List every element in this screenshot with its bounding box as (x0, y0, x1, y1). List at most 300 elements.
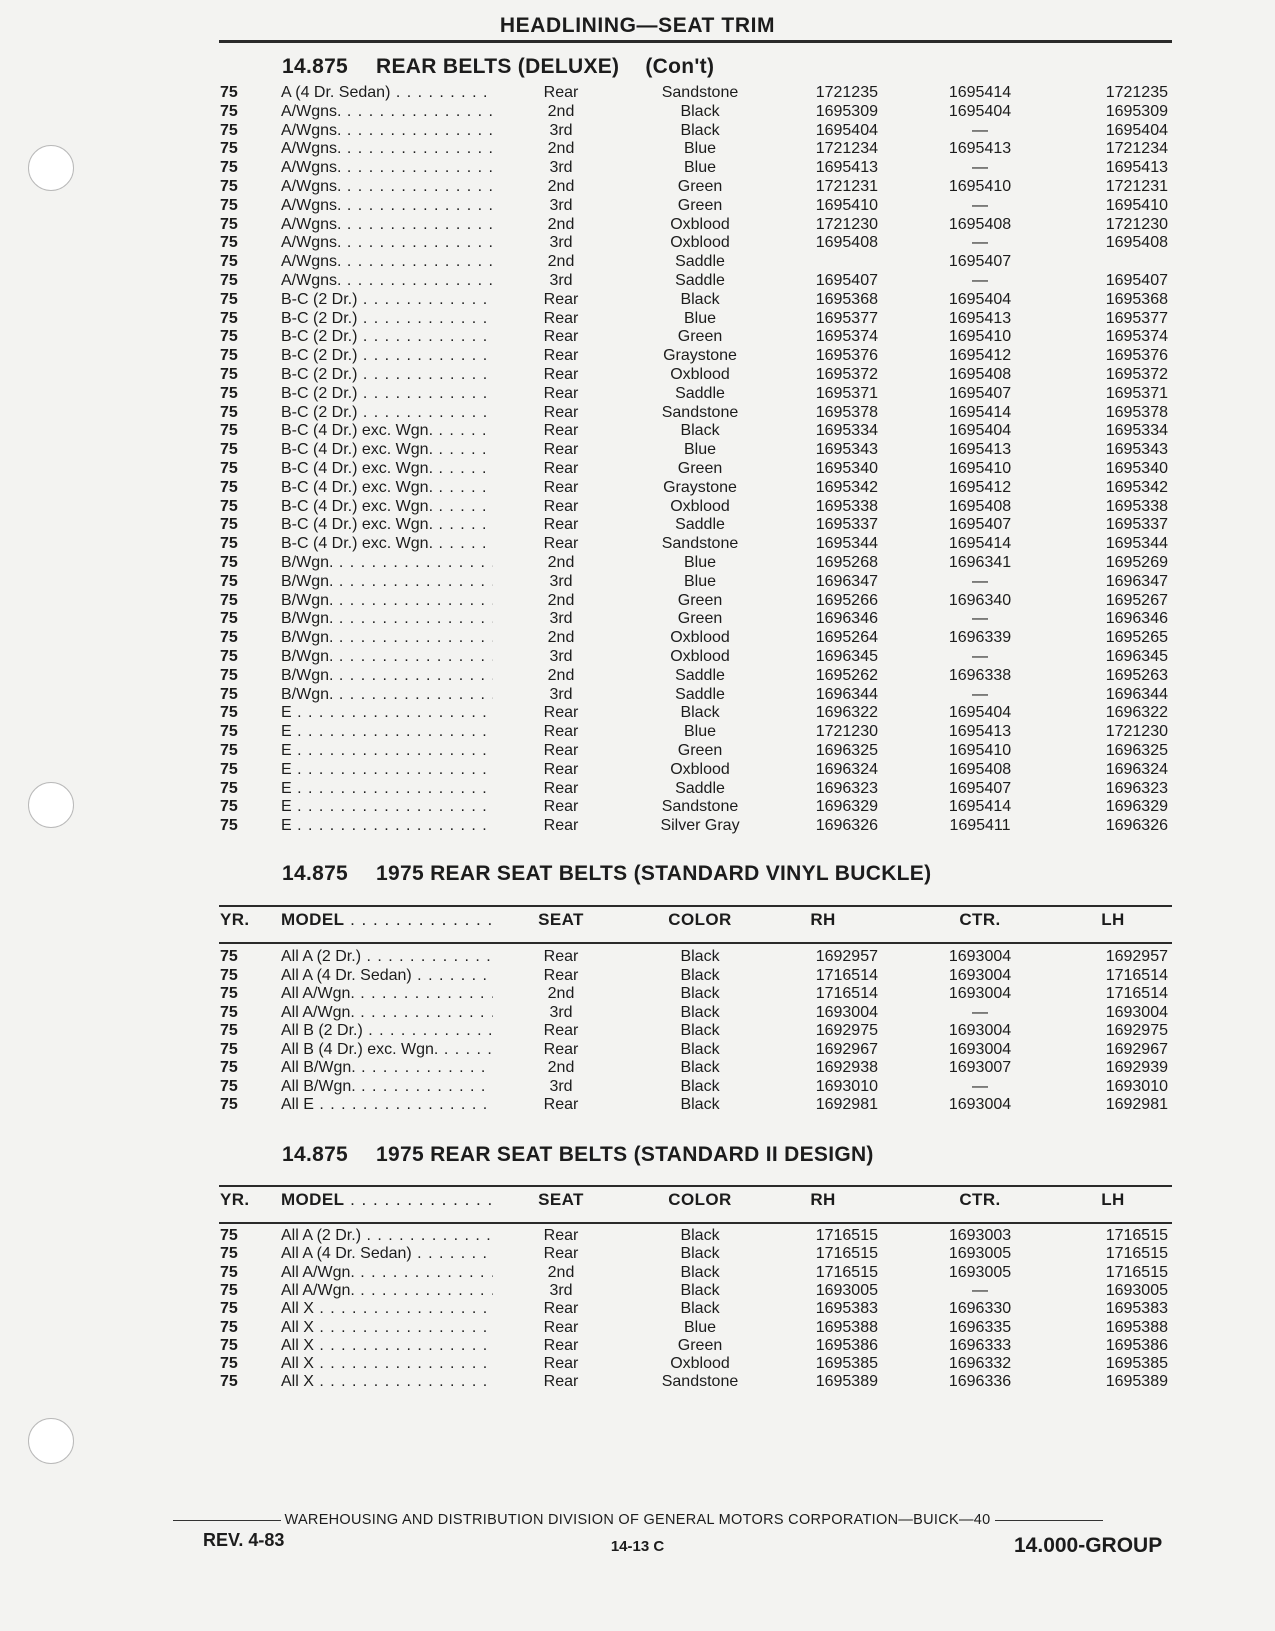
cell-seat: 3rd (549, 272, 573, 289)
cell-yr: 75 (220, 742, 238, 759)
col-header-ctr: CTR. (959, 910, 1001, 929)
cell-model: A/Wgns. . . . (281, 159, 493, 178)
cell-yr: 75 (220, 516, 238, 534)
cell-color: Black (680, 1022, 720, 1039)
cell-ctr: — (972, 1077, 988, 1095)
cell-color: Black (680, 1263, 720, 1281)
cell-color: Black (680, 121, 720, 139)
cell-yr: 75 (220, 178, 238, 195)
table-row (0, 629, 1275, 648)
cell-color: Oxblood (670, 1355, 730, 1373)
cell-model: B-C (2 Dr.) . . . (281, 404, 493, 423)
cell-lh: 1696344 (1105, 685, 1168, 703)
cell-ctr: 1693004 (948, 1096, 1012, 1113)
cell-seat: 2nd (547, 102, 575, 120)
cell-color: Sandstone (661, 798, 739, 816)
cell-ctr: 1696330 (948, 1300, 1012, 1318)
cell-rh: 1695268 (815, 554, 878, 571)
table-row (0, 516, 1275, 535)
section-title-vinyl-buckle (282, 862, 931, 886)
table-row (0, 404, 1275, 423)
cell-model: A/Wgns. . . . (281, 253, 493, 272)
cell-color: Black (680, 1227, 720, 1244)
title-rule (219, 40, 1172, 43)
column-header-row (0, 910, 1275, 932)
cell-seat: 2nd (547, 985, 575, 1002)
cell-lh: 1696323 (1105, 779, 1168, 797)
cell-yr: 75 (220, 366, 238, 383)
cell-model: A/Wgns. . . . (281, 234, 493, 253)
cell-rh: 1695309 (815, 102, 878, 120)
cell-ctr: 1695413 (948, 723, 1012, 741)
cell-lh: 1695309 (1105, 102, 1168, 120)
cell-ctr: — (972, 121, 988, 139)
table-row (0, 234, 1275, 253)
cell-color: Oxblood (670, 648, 730, 665)
cell-rh: 1696323 (815, 779, 878, 797)
cell-seat: Rear (543, 1318, 579, 1336)
cell-yr: 75 (220, 84, 238, 101)
cell-rh: 1716514 (815, 966, 878, 984)
cell-model: B/Wgn. . . . (281, 610, 493, 629)
cell-ctr: 1695413 (948, 140, 1012, 158)
cell-color: Black (680, 1077, 720, 1095)
cell-color: Black (680, 422, 720, 440)
table-row (0, 84, 1275, 103)
cell-yr: 75 (220, 290, 238, 308)
cell-color: Silver Gray (660, 817, 740, 835)
table-row (0, 479, 1275, 498)
cell-model: B-C (2 Dr.) . . . (281, 366, 493, 385)
cell-color: Green (677, 460, 723, 477)
cell-ctr: 1696341 (948, 554, 1012, 571)
table-row (0, 1373, 1275, 1392)
table-row (0, 253, 1275, 272)
cell-color: Black (680, 948, 720, 965)
cell-model: B/Wgn. . . . (281, 686, 493, 705)
cell-model: A/Wgns. . . . (281, 197, 493, 216)
cell-lh: 1695338 (1105, 497, 1168, 515)
header-rule-bottom (219, 1222, 1172, 1224)
cell-ctr: — (972, 648, 988, 665)
cell-rh: 1692975 (815, 1022, 878, 1039)
cell-color: Black (680, 1096, 720, 1113)
cell-color: Blue (683, 159, 717, 177)
col-header-lh: LH (1101, 910, 1125, 929)
page-title: HEADLINING—SEAT TRIM (499, 14, 776, 37)
cell-seat: 2nd (547, 140, 575, 158)
cell-seat: Rear (543, 497, 579, 515)
cell-yr: 75 (220, 966, 238, 984)
table-row (0, 610, 1275, 629)
cell-color: Green (677, 1336, 723, 1354)
cell-lh: 1695337 (1105, 516, 1168, 534)
cell-color: Black (680, 1003, 720, 1021)
cell-yr: 75 (220, 102, 238, 120)
cell-lh: 1695410 (1105, 196, 1168, 214)
cell-model: A/Wgns. . . . (281, 103, 493, 122)
cell-model: E . . . (281, 704, 493, 723)
cell-lh: 1716515 (1105, 1245, 1168, 1263)
cell-color: Black (680, 966, 720, 984)
cell-seat: Rear (543, 1040, 579, 1058)
cell-rh: 1695407 (815, 272, 878, 289)
cell-color: Black (680, 1040, 720, 1058)
table-row (0, 554, 1275, 573)
table-row (0, 761, 1275, 780)
cell-ctr: 1696340 (948, 591, 1012, 609)
cell-color: Blue (683, 554, 717, 571)
table-row (0, 648, 1275, 667)
cell-seat: Rear (543, 742, 579, 759)
cell-color: Green (677, 591, 723, 609)
cell-seat: Rear (543, 723, 579, 741)
cell-model: B-C (4 Dr.) exc. Wgn. . . . (281, 535, 493, 554)
cell-lh: 1716514 (1105, 985, 1168, 1002)
cell-rh: 1696329 (815, 798, 878, 816)
cell-color: Black (680, 290, 720, 308)
cell-yr: 75 (220, 1003, 238, 1021)
cell-lh: 1695269 (1105, 554, 1168, 571)
cell-yr: 75 (220, 1077, 238, 1095)
table-row (0, 817, 1275, 836)
section-title-deluxe (282, 55, 714, 79)
cell-yr: 75 (220, 629, 238, 647)
cell-model: All A/Wgn. . . . (281, 1282, 493, 1301)
cell-rh: 1695344 (815, 535, 878, 553)
cell-lh: 1695374 (1105, 328, 1168, 346)
cell-yr: 75 (220, 1227, 238, 1244)
cell-seat: Rear (543, 478, 579, 496)
col-header-seat: SEAT (538, 910, 584, 929)
cell-model: All X . . . (281, 1337, 493, 1356)
cell-seat: 3rd (549, 610, 573, 628)
cell-yr: 75 (220, 215, 238, 233)
cell-color: Saddle (675, 666, 725, 684)
cell-lh: 1716514 (1105, 966, 1168, 984)
cell-seat: Rear (543, 1022, 579, 1039)
cell-yr: 75 (220, 779, 238, 797)
col-header-color: COLOR (668, 1190, 732, 1209)
cell-lh: 1693005 (1105, 1281, 1168, 1299)
cell-rh: 1696322 (815, 704, 878, 722)
cell-lh: 1695377 (1105, 309, 1168, 327)
cell-color: Black (680, 102, 720, 120)
cell-lh: 1695344 (1105, 535, 1168, 553)
table-row (0, 667, 1275, 686)
cell-yr: 75 (220, 1300, 238, 1318)
header-rule-bottom (219, 942, 1172, 944)
cell-lh: 1695407 (1105, 272, 1168, 289)
cell-seat: 2nd (547, 253, 575, 271)
cell-model: All X . . . (281, 1373, 493, 1392)
col-header-lh: LH (1101, 1190, 1125, 1209)
table-row (0, 686, 1275, 705)
cell-rh: 1695334 (815, 422, 878, 440)
cell-color: Saddle (675, 779, 725, 797)
table-row (0, 140, 1275, 159)
cell-ctr: — (972, 572, 988, 590)
cell-rh: 1695383 (815, 1300, 878, 1318)
cell-model: All A/Wgn. . . . (281, 1264, 493, 1283)
cell-model: All A/Wgn. . . . (281, 985, 493, 1004)
cell-yr: 75 (220, 1318, 238, 1336)
cell-color: Blue (683, 441, 717, 459)
cell-seat: 3rd (549, 234, 573, 252)
cell-yr: 75 (220, 121, 238, 139)
col-header-rh: RH (810, 1190, 836, 1209)
binder-hole-bottom (28, 1418, 74, 1464)
cell-rh: 1695343 (815, 441, 878, 459)
cell-model: All X . . . (281, 1300, 493, 1319)
cell-seat: 3rd (549, 1003, 573, 1021)
cell-model: B-C (4 Dr.) exc. Wgn. . . . (281, 498, 493, 517)
cell-yr: 75 (220, 1281, 238, 1299)
cell-rh: 1695264 (815, 629, 878, 647)
cell-rh: 1695262 (815, 666, 878, 684)
cell-color: Oxblood (670, 760, 730, 778)
cell-model: B/Wgn. . . . (281, 573, 493, 592)
cell-model: All B/Wgn. . . . (281, 1078, 493, 1097)
footer-division-text: WAREHOUSING AND DISTRIBUTION DIVISION OF GENERAL MOTORS CORPORATION—BUICK—40 (284, 1512, 991, 1528)
cell-model: All A (4 Dr. Sedan) . . . (281, 1245, 493, 1264)
cell-seat: Rear (543, 798, 579, 816)
cell-rh: 1716515 (815, 1245, 878, 1263)
cell-model: B/Wgn. . . . (281, 648, 493, 667)
cell-yr: 75 (220, 328, 238, 346)
cell-rh: 1695388 (815, 1318, 878, 1336)
cell-ctr: 1695414 (948, 798, 1012, 816)
cell-lh: 1696347 (1105, 572, 1168, 590)
cell-yr: 75 (220, 159, 238, 177)
cell-ctr: 1695414 (948, 535, 1012, 553)
cell-seat: Rear (543, 309, 579, 327)
table-row (0, 159, 1275, 178)
cell-color: Green (677, 196, 723, 214)
cell-color: Black (680, 704, 720, 722)
cell-ctr: 1695408 (948, 760, 1012, 778)
cell-model: All X . . . (281, 1319, 493, 1338)
cell-lh: 1692957 (1105, 948, 1168, 965)
cell-seat: 2nd (547, 178, 575, 195)
cell-model: B/Wgn. . . . (281, 629, 493, 648)
cell-ctr: 1695410 (948, 460, 1012, 477)
cell-model: E . . . (281, 798, 493, 817)
cell-rh: 1721230 (815, 215, 878, 233)
cell-yr: 75 (220, 272, 238, 289)
cell-yr: 75 (220, 1355, 238, 1373)
cell-model: B-C (4 Dr.) exc. Wgn. . . . (281, 516, 493, 535)
cell-lh: 1695368 (1105, 290, 1168, 308)
cell-yr: 75 (220, 1263, 238, 1281)
cell-model: All A (2 Dr.) . . . (281, 1227, 493, 1246)
cell-model: B-C (2 Dr.) . . . (281, 310, 493, 329)
cell-rh: 1695385 (815, 1355, 878, 1373)
cell-color: Black (680, 985, 720, 1002)
table-row (0, 178, 1275, 197)
cell-ctr: 1693005 (948, 1263, 1012, 1281)
cell-color: Blue (683, 309, 717, 327)
cell-ctr: 1695412 (948, 478, 1012, 496)
section-heading: 1975 REAR SEAT BELTS (STANDARD VINYL BUCKLE) (376, 862, 932, 885)
cell-rh: 1695368 (815, 290, 878, 308)
cell-color: Black (680, 1245, 720, 1263)
cell-yr: 75 (220, 1373, 238, 1391)
cell-lh: 1696345 (1105, 648, 1168, 665)
cell-seat: Rear (543, 1355, 579, 1373)
cell-color: Sandstone (661, 84, 739, 101)
cell-yr: 75 (220, 460, 238, 477)
table-row (0, 1282, 1275, 1301)
cell-lh: 1696346 (1105, 610, 1168, 628)
cell-rh: 1721234 (815, 140, 878, 158)
cell-yr: 75 (220, 196, 238, 214)
cell-rh: 1716515 (815, 1227, 878, 1244)
cell-lh: 1695389 (1105, 1373, 1168, 1391)
footer-rule-left (173, 1520, 281, 1521)
section-number: 14.875 (282, 55, 349, 78)
cell-seat: Rear (543, 535, 579, 553)
table-row (0, 798, 1275, 817)
table-row (0, 1078, 1275, 1097)
cell-yr: 75 (220, 535, 238, 553)
cell-lh: 1695383 (1105, 1300, 1168, 1318)
cell-model: B-C (4 Dr.) exc. Wgn. . . . (281, 460, 493, 479)
table-row (0, 985, 1275, 1004)
table-row (0, 780, 1275, 799)
cell-lh: 1692939 (1105, 1059, 1168, 1076)
cell-model: A/Wgns. . . . (281, 140, 493, 159)
cell-color: Green (677, 178, 723, 195)
cell-color: Green (677, 610, 723, 628)
cell-seat: Rear (543, 1373, 579, 1391)
cell-ctr: — (972, 196, 988, 214)
cell-lh: 1692967 (1105, 1040, 1168, 1058)
cell-rh: 1695337 (815, 516, 878, 534)
cell-yr: 75 (220, 798, 238, 816)
cell-ctr: 1695404 (948, 422, 1012, 440)
cell-model: A (4 Dr. Sedan) . . . (281, 84, 493, 103)
cell-lh: 1695404 (1105, 121, 1168, 139)
section-title-standard-ii (282, 1143, 874, 1167)
table-row (0, 723, 1275, 742)
cell-seat: 3rd (549, 1077, 573, 1095)
cell-yr: 75 (220, 666, 238, 684)
cell-seat: 3rd (549, 648, 573, 665)
table-row (0, 347, 1275, 366)
cell-color: Black (680, 1300, 720, 1318)
cell-lh: 1695334 (1105, 422, 1168, 440)
table-row (0, 1245, 1275, 1264)
cell-rh: 1695340 (815, 460, 878, 477)
cell-ctr: 1696339 (948, 629, 1012, 647)
cell-color: Blue (683, 140, 717, 158)
cell-ctr: 1693004 (948, 948, 1012, 965)
cell-seat: 2nd (547, 554, 575, 571)
cell-ctr: 1695412 (948, 347, 1012, 365)
cell-ctr: 1696338 (948, 666, 1012, 684)
cell-model: A/Wgns. . . . (281, 272, 493, 291)
cell-model: B-C (2 Dr.) . . . (281, 328, 493, 347)
cell-rh: 1692981 (815, 1096, 878, 1113)
cell-lh: 1695372 (1105, 366, 1168, 383)
cell-seat: 2nd (547, 1059, 575, 1076)
cell-color: Green (677, 328, 723, 346)
cell-seat: 2nd (547, 591, 575, 609)
cell-yr: 75 (220, 234, 238, 252)
cell-model: All A/Wgn. . . . (281, 1004, 493, 1023)
cell-seat: Rear (543, 460, 579, 477)
cell-color: Sandstone (661, 1373, 739, 1391)
cell-yr: 75 (220, 253, 238, 271)
cell-ctr: — (972, 234, 988, 252)
cell-seat: Rear (543, 384, 579, 402)
cell-model: All E . . . (281, 1096, 493, 1115)
cell-ctr: 1695411 (949, 817, 1011, 835)
cell-ctr: — (972, 272, 988, 289)
cell-seat: Rear (543, 328, 579, 346)
cell-color: Blue (683, 723, 717, 741)
table-row (0, 592, 1275, 611)
cell-model: A/Wgns. . . . (281, 216, 493, 235)
cell-lh: 1696326 (1105, 817, 1168, 835)
cell-color: Sandstone (661, 535, 739, 553)
cell-yr: 75 (220, 685, 238, 703)
cell-ctr: 1695413 (948, 441, 1012, 459)
table-row (0, 1227, 1275, 1246)
cell-ctr: 1693005 (948, 1245, 1012, 1263)
table-row (0, 385, 1275, 404)
table-row (0, 103, 1275, 122)
cell-lh: 1695388 (1105, 1318, 1168, 1336)
cell-model: B-C (4 Dr.) exc. Wgn. . . . (281, 479, 493, 498)
cell-ctr: 1695408 (948, 215, 1012, 233)
cell-lh: 1695386 (1105, 1336, 1168, 1354)
cell-ctr: 1696336 (948, 1373, 1012, 1391)
footer-rule-right (995, 1520, 1103, 1521)
cell-seat: Rear (543, 403, 579, 421)
table-row (0, 216, 1275, 235)
cell-ctr: 1696332 (948, 1355, 1012, 1373)
cell-lh: 1695342 (1105, 478, 1168, 496)
cell-ctr: 1696333 (948, 1336, 1012, 1354)
cell-rh: 1696326 (815, 817, 878, 835)
header-rule-top (219, 1185, 1172, 1187)
table-row (0, 967, 1275, 986)
cell-ctr: 1693007 (948, 1059, 1012, 1076)
cell-lh: 1695413 (1105, 159, 1168, 177)
cell-color: Saddle (675, 272, 725, 289)
cell-yr: 75 (220, 554, 238, 571)
col-header-color: COLOR (668, 910, 732, 929)
table-row (0, 1300, 1275, 1319)
cell-ctr: 1695407 (948, 384, 1012, 402)
cell-rh: 1692967 (815, 1040, 878, 1058)
cell-lh: 1696329 (1105, 798, 1168, 816)
cell-ctr: 1695410 (948, 742, 1012, 759)
col-header-model: MODEL . . . (281, 910, 493, 930)
cell-yr: 75 (220, 497, 238, 515)
section-heading: 1975 REAR SEAT BELTS (STANDARD II DESIGN) (376, 1143, 874, 1166)
cell-seat: 2nd (547, 666, 575, 684)
cell-seat: Rear (543, 366, 579, 383)
col-header-rh: RH (810, 910, 836, 929)
cell-model: All B/Wgn. . . . (281, 1059, 493, 1078)
cell-seat: Rear (543, 347, 579, 365)
cell-lh: 1716515 (1105, 1227, 1168, 1244)
cell-model: B-C (4 Dr.) exc. Wgn. . . . (281, 422, 493, 441)
cell-rh: 1695386 (815, 1336, 878, 1354)
